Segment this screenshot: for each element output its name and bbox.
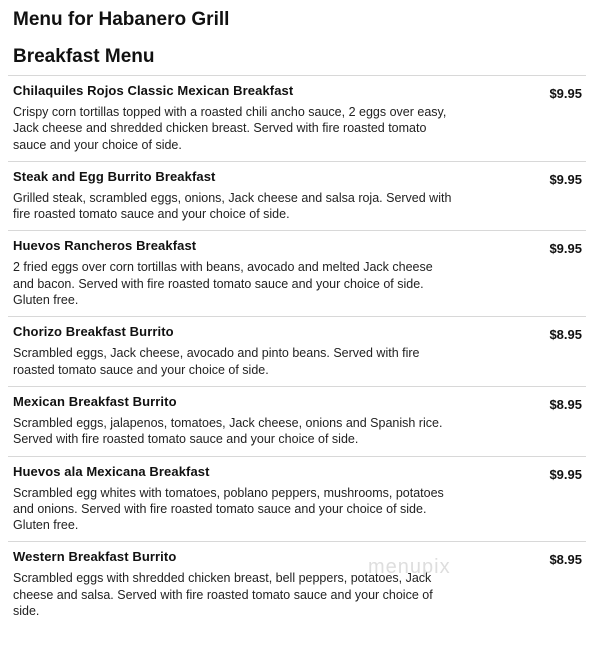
item-description: Grilled steak, scrambled eggs, onions, Jack cheese and salsa roja. Served with fire roasted tomato sauce and your choice of side. (13, 190, 452, 222)
item-name: Western Breakfast Burrito (13, 549, 177, 565)
item-price: $8.95 (549, 327, 582, 343)
item-description: Scrambled eggs with shredded chicken breast, bell peppers, potatoes, Jack cheese and salsa. Served with fire roasted tomato sauce and your choice of side. (13, 571, 433, 619)
item-name: Huevos ala Mexicana Breakfast (13, 463, 210, 479)
menu-item (8, 456, 586, 542)
menu-item (8, 541, 586, 627)
section-title: Breakfast Menu (13, 46, 155, 67)
menu-item (8, 230, 586, 316)
item-price: $9.95 (549, 171, 582, 187)
menu-item (8, 75, 586, 161)
item-description: 2 fried eggs over corn tortillas with beans, avocado and melted Jack cheese and bacon. Served with fire roasted tomato sauce and your choice of side. Gluten free. (13, 260, 433, 308)
item-price: $9.95 (549, 241, 582, 257)
item-price: $8.95 (549, 552, 582, 568)
item-description: Scrambled eggs, Jack cheese, avocado and pinto beans. Served with fire roasted tomato sauce and your choice of side. (13, 346, 420, 377)
item-name: Chilaquiles Rojos Classic Mexican Breakfast (13, 83, 294, 98)
item-name: Huevos Rancheros Breakfast (13, 238, 197, 254)
item-name: Mexican Breakfast Burrito (13, 393, 177, 409)
menu-item (8, 316, 586, 386)
menu-item (8, 161, 586, 231)
item-description: Scrambled egg whites with tomatoes, poblano peppers, mushrooms, potatoes and onions. Served with fire roasted tomato sauce and your choice of side. Gluten free. (13, 485, 444, 533)
item-name: Steak and Egg Burrito Breakfast (13, 168, 216, 184)
menu-item (8, 386, 586, 456)
menu-list (8, 75, 586, 627)
watermark: menupix (368, 556, 451, 578)
page-title: Menu for Habanero Grill (13, 9, 230, 30)
item-description: Scrambled eggs, jalapenos, tomatoes, Jack cheese, onions and Spanish rice. Served with fire roasted tomato sauce and your choice of side. (13, 415, 443, 447)
item-price: $9.95 (549, 86, 582, 101)
item-description: Crispy corn tortillas topped with a roasted chili ancho sauce, 2 eggs over easy, Jack cheese and shredded chicken breast. Served with fire roasted tomato sauce and your choice of side. (13, 105, 447, 152)
item-price: $8.95 (549, 396, 582, 412)
item-price: $9.95 (549, 466, 582, 482)
item-name: Chorizo Breakfast Burrito (13, 324, 174, 340)
